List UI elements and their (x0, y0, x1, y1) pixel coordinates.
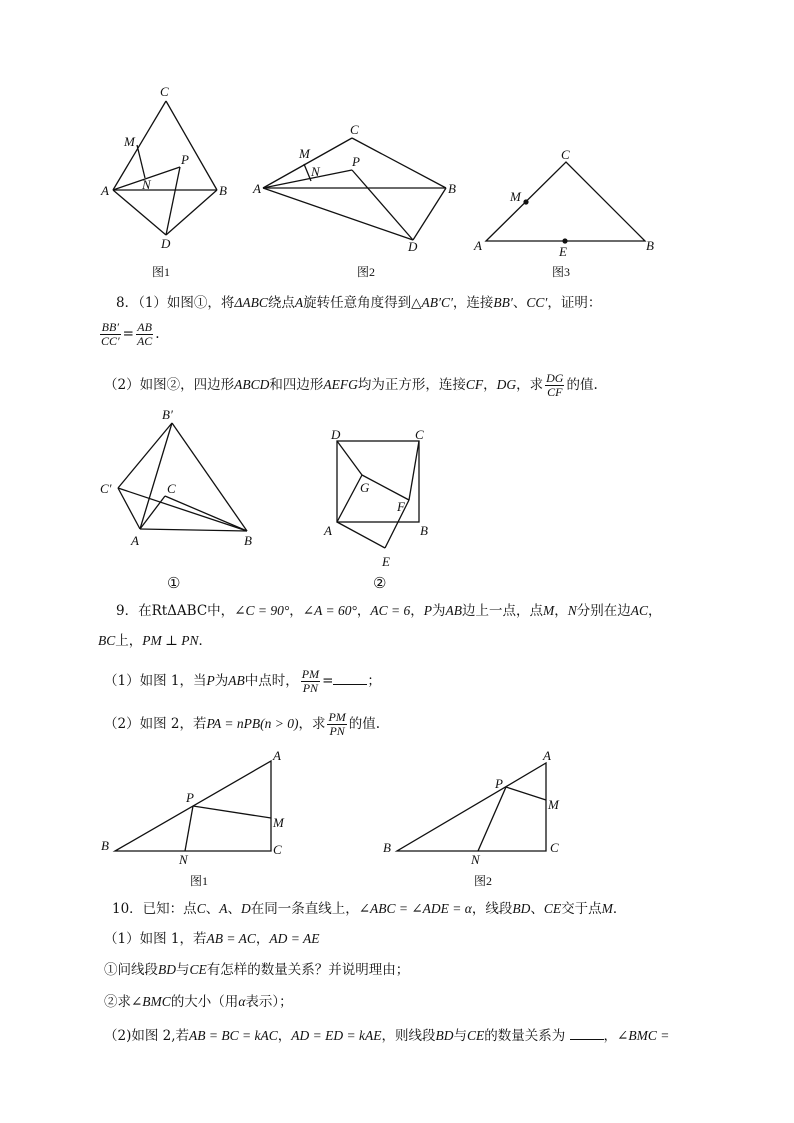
q10-part2: （2)如图 2,若AB = BC = kAC，AD = ED = kAE，则线段BD与CE的数量关系为 ，∠BMC = (104, 1028, 670, 1044)
q9-part2: （2）如图 2，若PA = nPB(n > 0)，求 $\frac{PM}{PN}$ 的值. (104, 710, 381, 738)
fig3-caption: 图3 (552, 265, 571, 279)
fig2-label-a: A (253, 181, 261, 196)
q8-part1-line2: $\frac{BB'}{CC'}$ = $\frac{AB}{AC}$ . (101, 320, 160, 348)
q8-fig2-label-f: F (397, 499, 405, 514)
q9-fraction-pm-pn-2: $\frac{PM}{PN}$ (328, 710, 346, 738)
q9-fig1-label-m: M (273, 815, 284, 830)
fig1-label-d: D (161, 236, 171, 251)
q9-fig2-label-n: N (471, 852, 480, 867)
q8-fig2-label-a: A (324, 523, 332, 538)
q9-fraction-pm-pn-1: $\frac{PM}{PN}$ (301, 667, 320, 695)
q9-part1: （1）如图 1，当P为AB中点时， $\frac{PM}{PN}$ = ； (104, 667, 381, 695)
fig2-label-d: D (408, 239, 418, 254)
q8-fraction-ab-ac: $\frac{AB}{AC}$ (136, 320, 153, 348)
q8-fig2-label-d: D (331, 427, 341, 442)
q9-fig2-label-c: C (550, 840, 559, 855)
q9-fig2-caption: 图2 (474, 874, 493, 888)
q8-fig2-caption: ② (373, 574, 387, 592)
q9-fig1-label-a: A (273, 748, 281, 763)
q8-fig2-label-e: E (382, 554, 390, 569)
q10-part1-sub1: ①问线段BD与CE有怎样的数量关系？并说明理由； (104, 962, 410, 978)
q9-fig2-label-m: M (548, 797, 559, 812)
q8-fraction-dg-cf: $\frac{DG}{CF}$ (546, 371, 564, 399)
fig1-caption: 图1 (152, 265, 171, 279)
fig1-label-p: P (181, 152, 189, 167)
fig2-label-b: B (448, 181, 456, 196)
q9-fig2-label-b: B (383, 840, 391, 855)
fig3-label-e: E (559, 244, 567, 259)
q9-fig1-label-b: B (101, 838, 109, 853)
fig1-label-m: M (124, 134, 135, 149)
q8-fig1-label-b1: B′ (162, 407, 173, 422)
q8-fig2-label-b: B (420, 523, 428, 538)
q9-line2: BC上，PM ⊥ PN． (98, 633, 212, 649)
q8-fig2-label-c: C (415, 427, 424, 442)
q8-fig1-label-c1: C′ (100, 481, 112, 496)
q10-answer-blank[interactable] (570, 1027, 604, 1040)
fig2-caption: 图2 (357, 265, 376, 279)
q9-fig1-label-p: P (186, 790, 194, 805)
q8-part2: （2）如图②，四边形ABCD和四边形AEFG均为正方形，连接CF，DG，求 $\frac{DG}{CF}$ 的值. (104, 371, 598, 399)
q8-fig2-label-g: G (360, 480, 370, 495)
fig1-label-n: N (142, 177, 151, 192)
fig2-label-n: N (311, 164, 320, 179)
q10-line1: 10．已知：点C、A、D在同一条直线上，∠ABC = ∠ADE = α，线段BD、CE交于点M． (112, 901, 627, 917)
q8-fig1-label-c: C (167, 481, 176, 496)
fig2-label-p: P (352, 154, 360, 169)
q8-fig1-caption: ① (167, 574, 181, 592)
q8-fig1-label-a: A (131, 533, 139, 548)
q8-fig1-label-b: B (244, 533, 252, 548)
q10-part1: （1）如图 1，若AB = AC，AD = AE (104, 931, 320, 947)
fig2-label-c: C (350, 122, 359, 137)
fig3-label-m: M (510, 189, 521, 204)
q9-fig1-caption: 图1 (190, 874, 209, 888)
fig1-label-a: A (101, 183, 109, 198)
q10-part1-sub2: ②求∠BMC的大小（用α表示）； (104, 994, 293, 1010)
fig3-label-a: A (474, 238, 482, 253)
fig2-label-m: M (299, 146, 310, 161)
fig1-label-c: C (160, 84, 169, 99)
fig1-label-b: B (219, 183, 227, 198)
q9-fig1-label-n: N (179, 852, 188, 867)
q9-fig2-label-a: A (543, 748, 551, 763)
q9-fig1-label-c: C (273, 842, 282, 857)
fig3-label-b: B (646, 238, 654, 253)
fig3-label-c: C (561, 147, 570, 162)
q8-fraction-bb-cc: $\frac{BB'}{CC'}$ (101, 320, 120, 348)
q8-part1-line1: 8．（1）如图①，将ΔABC绕点A旋转任意角度得到△AB′C′，连接BB′、CC′，证明： (116, 295, 602, 311)
q9-line1: 9．在RtΔABC中，∠C = 90°，∠A = 60°，AC = 6，P为AB边上一点，点M，N分别在边AC， (116, 603, 662, 619)
q9-fig2-label-p: P (495, 776, 503, 791)
